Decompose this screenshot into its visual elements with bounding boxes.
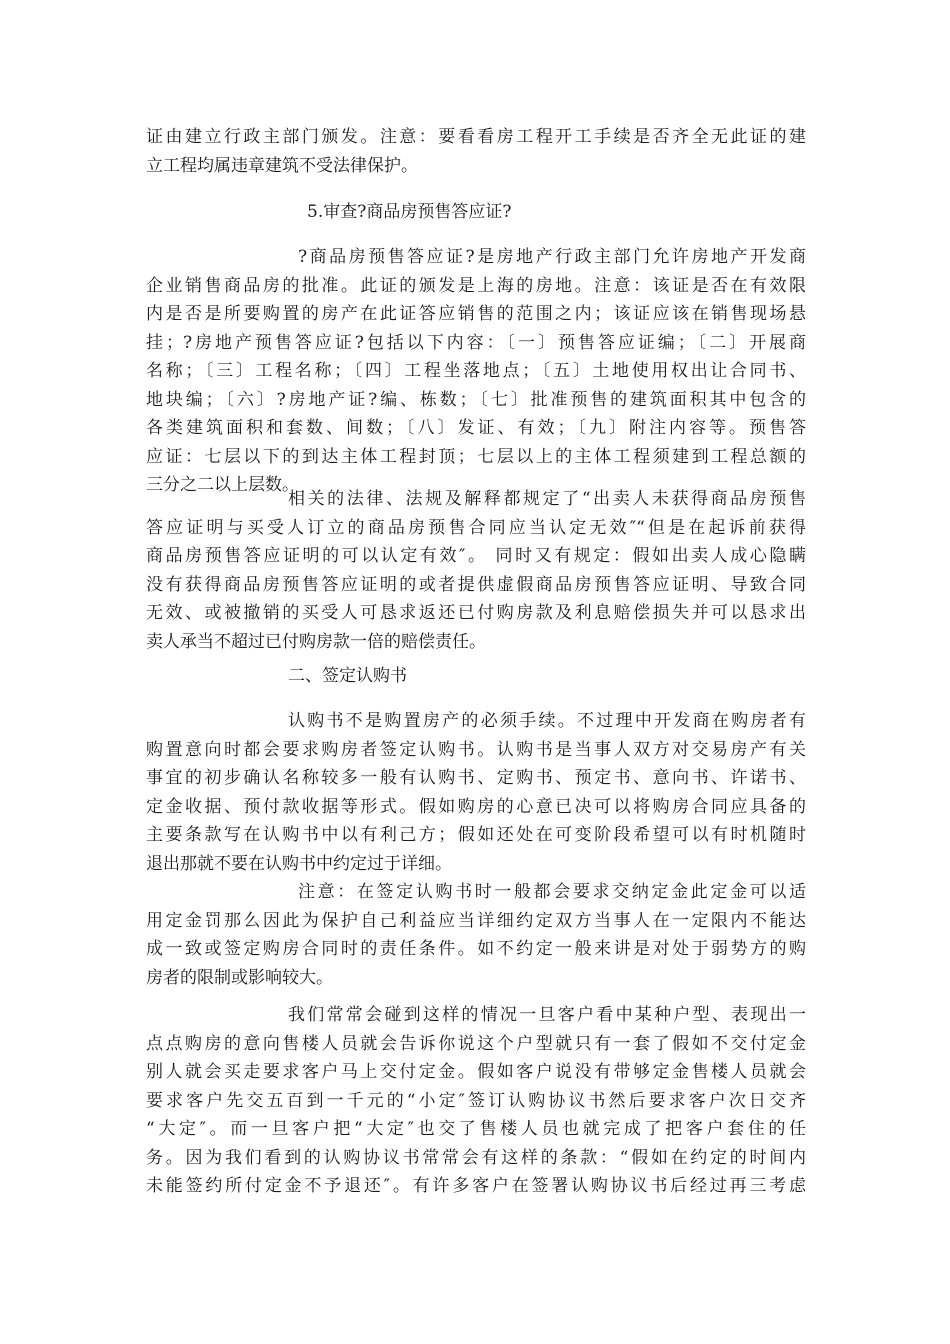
paragraph-subscription bbox=[146, 707, 806, 878]
text-line: 成一致或签定购房合同时的责任条件。如不约定一般来讲是对处于弱势方的购 bbox=[146, 939, 806, 959]
text-line: 相关的法律、法规及解释都规定了“出卖人未获得商品房预售 bbox=[288, 489, 806, 509]
text-line: 未能签约所付定金不予退还″。有许多客户在签署认购协议书后经过再三考虑 bbox=[146, 1176, 806, 1196]
text-line: 名称；〔三〕工程名称；〔四〕工程坐落地点；〔五〕土地使用权出让合同书、 bbox=[146, 361, 806, 381]
text-line: 主要条款写在认购书中以有利己方；假如还处在可变阶段希望可以有时机随时 bbox=[146, 825, 806, 845]
text-line: 企业销售商品房的批准。此证的颁发是上海的房地。注意：该证是否在有效限 bbox=[146, 275, 806, 296]
paragraph-common-situation bbox=[146, 1001, 806, 1201]
text-line: 地块编；〔六〕?房地产证?编、栋数；〔七〕批准预售的建筑面积其中包含的 bbox=[146, 389, 806, 410]
text-line: 退出那就不要在认购书中约定过于详细。 bbox=[146, 853, 452, 874]
text-line: ?商品房预售答应证?是房地产行政主部门允许房地产开发商 bbox=[298, 247, 806, 267]
text-line: 各类建筑面积和套数、间数；〔八〕发证、有效；〔九〕附注内容等。预售答 bbox=[146, 418, 806, 438]
text-line: 别人就会买走要求客户马上交付定金。假如客户说没有带够定金售楼人员就会 bbox=[146, 1062, 806, 1082]
text-line: 三分之二以上层数。 bbox=[146, 475, 299, 495]
text-line: 我们常常会碰到这样的情况一旦客户看中某种户型、表现出一 bbox=[288, 1005, 806, 1025]
section-heading-2: 二、签定认购书 bbox=[288, 666, 407, 686]
text-line: 认购书不是购置房产的必须手续。不过理中开发商在购房者有 bbox=[288, 711, 806, 731]
text-line: 商品房预售答应证明的可以认定有效″。 同时又有规定：假如出卖人成心隐瞒 bbox=[146, 546, 806, 566]
text-line: 立工程均属违章建筑不受法律保护。 bbox=[146, 155, 418, 176]
text-line: 卖人承当不超过已付购房款一倍的赔偿责任。 bbox=[146, 631, 486, 652]
text-line: 要求客户先交五百到一千元的“小定″签订认购协议书然后要求客户次日交齐 bbox=[146, 1090, 806, 1111]
text-line: 点点购房的意向售楼人员就会告诉你说这个户型就只有一套了假如不交付定金 bbox=[146, 1033, 806, 1054]
text-line: 用定金罚那么因此为保护自己利益应当详细约定双方当事人在一定限内不能达 bbox=[146, 910, 806, 931]
text-line: 房者的限制或影响较大。 bbox=[146, 967, 333, 988]
text-line: 没有获得商品房预售答应证明的或者提供虚假商品房预售答应证明、导致合同 bbox=[146, 574, 806, 595]
text-line: 证由建立行政主部门颁发。注意：要看看房工程开工手续是否齐全无此证的建 bbox=[146, 127, 806, 147]
text-line: 注意：在签定认购书时一般都会要求交纳定金此定金可以适 bbox=[298, 882, 806, 902]
text-line: 应证：七层以下的到达主体工程封顶；七层以上的主体工程须建到工程总额的 bbox=[146, 446, 806, 467]
paragraph-laws bbox=[146, 485, 806, 656]
paragraph-presale-permit bbox=[146, 243, 806, 500]
text-line: 购置意向时都会要求购房者签定认购书。认购书是当事人双方对交易房产有关 bbox=[146, 739, 806, 760]
text-line: 挂；?房地产预售答应证?包括以下内容：〔一〕预售答应证编；〔二〕开展商 bbox=[146, 332, 806, 353]
text-line: “大定″。而一旦客户把“大定″也交了售楼人员也就完成了把客户套住的任 bbox=[146, 1119, 806, 1139]
text-line: 答应证明与买受人订立的商品房预售合同应当认定无效″“但是在起诉前获得 bbox=[146, 517, 806, 538]
text-line: 内是否是所要购置的房产在此证答应销售的范围之内；该证应该在销售现场悬 bbox=[146, 304, 806, 324]
text-line: 事宜的初步确认名称较多一般有认购书、定购书、预定书、意向书、许诺书、 bbox=[146, 768, 806, 788]
section-heading-5: 5.审查?商品房预售答应证? bbox=[307, 202, 512, 222]
paragraph-note bbox=[146, 878, 806, 992]
text-line: 务。因为我们看到的认购协议书常常会有这样的条款：“假如在约定的时间内 bbox=[146, 1147, 806, 1168]
text-line: 无效、或被撤销的买受人可恳求返还已付购房款及利息赔偿损失并可以恳求出 bbox=[146, 603, 806, 623]
text-line: 定金收据、预付款收据等形式。假如购房的心意已决可以将购房合同应具备的 bbox=[146, 796, 806, 817]
paragraph-permit-intro bbox=[146, 123, 806, 180]
